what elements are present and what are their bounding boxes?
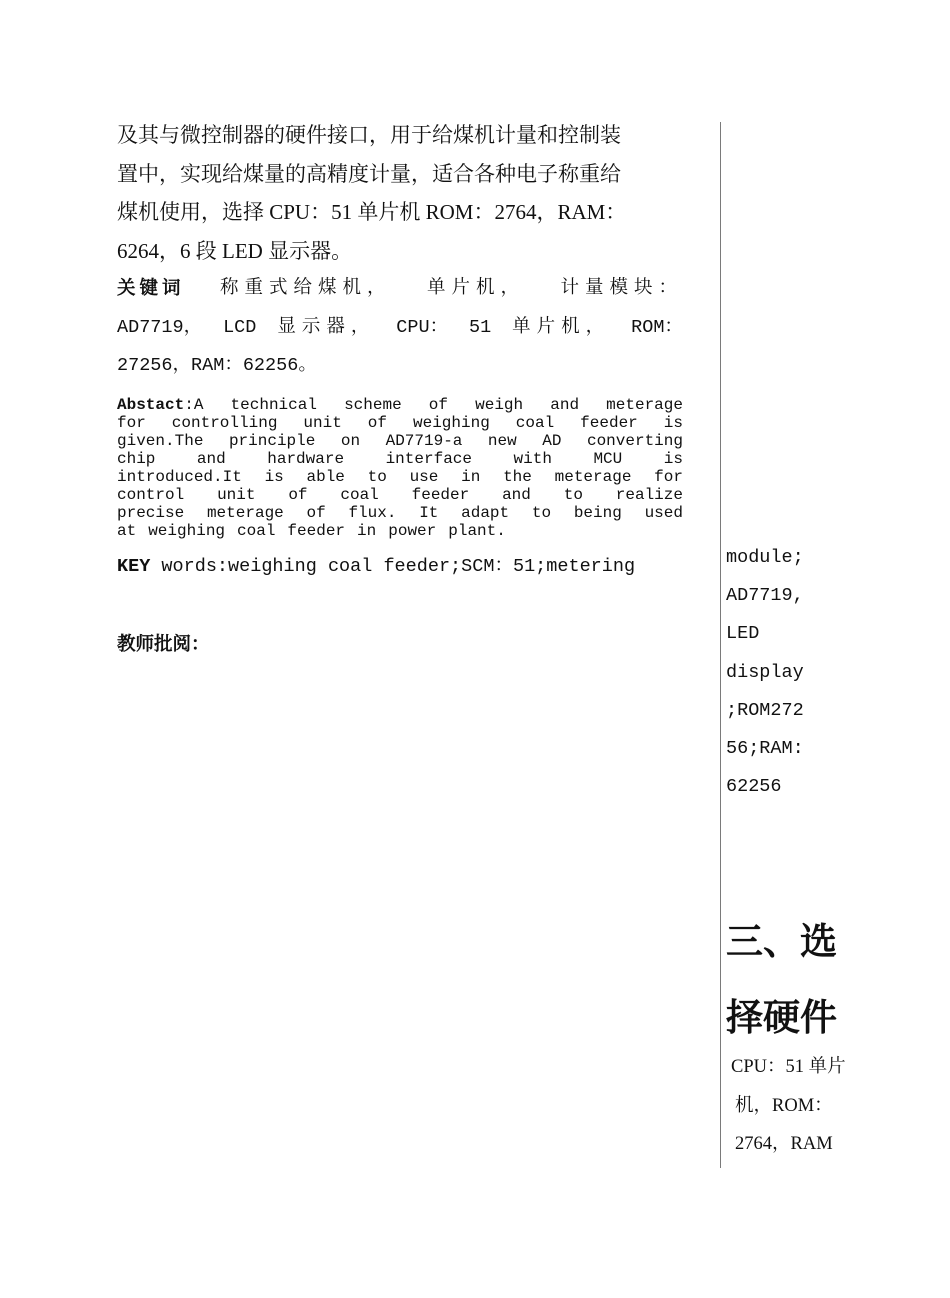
abstract-word: interface [385, 449, 472, 468]
abstract-first-token [117, 396, 203, 414]
keyword: 单片机， [426, 278, 525, 299]
abstract-word: scheme [344, 395, 402, 414]
abstract-word: with [513, 449, 552, 468]
heading-line: 择硬件 [726, 996, 837, 1039]
abstract-word: realize [615, 485, 683, 504]
abstract-word: flux. [348, 503, 397, 522]
teacher-review-label: 教师批阅： [117, 634, 210, 656]
abstract-line: 煤机使用，选择 CPU：51 单片机 ROM：2764，RAM： [117, 200, 627, 224]
abstract-word: of [306, 503, 326, 522]
abstract-word: feeder [287, 521, 346, 540]
abstract-word: and [502, 485, 531, 504]
keywords-line [117, 270, 683, 309]
section-heading [726, 904, 837, 1056]
abstract-word: coal [340, 485, 379, 504]
abstract-line: 6264，6 段 LED 显示器。 [117, 238, 353, 263]
abstract-word: for [117, 413, 146, 432]
keyword: CPU： [396, 316, 449, 338]
abstract-word: unit [303, 413, 342, 432]
keyword: 称重式给煤机， [219, 278, 392, 299]
right-line: 2764，RAM [735, 1134, 833, 1154]
abstract-word: of [428, 395, 448, 414]
abstract-en-line [117, 522, 683, 540]
keywords-label: 关键词 [117, 278, 185, 299]
abstract-word: is [663, 413, 683, 432]
abstract-word: meterage [206, 503, 284, 522]
abstract-word: is [663, 449, 683, 468]
abstract-word: to [367, 467, 387, 486]
right-line: AD7719, [726, 585, 804, 607]
abstract-word: of [288, 485, 308, 504]
abstract-word: to [531, 503, 552, 522]
abstract-word: It [419, 503, 439, 522]
abstract-word: control [117, 485, 185, 504]
abstract-word: chip [117, 449, 156, 468]
abstract-en-line [117, 432, 683, 450]
right-line: CPU：51 单片 [731, 1057, 846, 1077]
abstract-word: adapt [461, 503, 510, 522]
abstract-word: AD [542, 431, 562, 450]
abstract-word: able [306, 467, 345, 486]
column-divider [720, 122, 721, 1168]
abstract-word: is [264, 467, 284, 486]
abstract-word: in [461, 467, 481, 486]
right-cpu-text [731, 1048, 846, 1164]
abstract-colon: : [184, 395, 194, 414]
right-line: 62256 [726, 776, 782, 798]
abstract-word: weigh [475, 395, 524, 414]
abstract-word: unit [217, 485, 256, 504]
keywords-line [117, 309, 683, 348]
abstract-word: use [409, 467, 439, 486]
right-line: 56;RAM: [726, 738, 804, 760]
abstract-word: and [550, 395, 580, 414]
english-keywords-label: KEY [117, 555, 151, 577]
abstract-word: introduced.It [117, 467, 242, 486]
abstract-en-line [117, 468, 683, 486]
abstract-word: coal [515, 413, 555, 432]
right-line: ;ROM272 [726, 699, 804, 721]
abstract-en-line [117, 486, 683, 504]
english-keywords [117, 548, 683, 586]
abstract-en-line [117, 450, 683, 468]
abstract-word: weighing [148, 521, 226, 540]
abstract-line: 置中，实现给煤量的高精度计量，适合各种电子称重给 [117, 161, 621, 186]
abstract-en-line [117, 504, 683, 522]
right-line: LED [726, 623, 760, 645]
keyword: LCD [223, 316, 257, 338]
right-module-text [726, 539, 804, 806]
abstract-word: used [644, 503, 683, 522]
abstract-word: the [503, 467, 532, 486]
abstract-word: principle [228, 431, 316, 450]
abstract-word: controlling [171, 413, 278, 432]
abstract-word: at [117, 521, 137, 540]
abstract-word: to [563, 485, 583, 504]
right-line: display [726, 661, 804, 683]
abstract-word: for [654, 467, 683, 486]
abstract-word: plant. [448, 521, 506, 540]
english-abstract [117, 396, 683, 540]
keywords-line [117, 347, 683, 386]
abstract-word: of [367, 413, 387, 432]
abstract-word: given.The [117, 431, 204, 450]
abstract-word: being [573, 503, 622, 522]
abstract-word: meterage [606, 395, 683, 414]
keyword: 计量模块： [560, 278, 683, 299]
abstract-word: coal [237, 521, 276, 540]
english-keywords-text: words:weighing coal feeder;SCM：51;metering [150, 555, 636, 577]
main-text-column [117, 116, 683, 656]
chinese-keywords [117, 270, 683, 386]
abstract-word: in [357, 521, 377, 540]
chinese-abstract [117, 116, 683, 270]
abstract-word: A [193, 395, 204, 414]
keyword: 单片机， [512, 316, 611, 338]
right-line: 机，ROM： [735, 1095, 833, 1116]
abstract-word: on [340, 431, 361, 450]
abstract-word: and [196, 449, 226, 468]
keyword: 51 [469, 316, 492, 338]
abstract-word: new [487, 431, 517, 450]
keyword: ROM： [631, 316, 683, 338]
right-line: module; [726, 547, 804, 568]
keyword: AD7719， [117, 316, 203, 338]
abstract-word: technical [230, 395, 317, 414]
abstract-label: Abstact [117, 395, 185, 414]
abstract-word: precise [117, 503, 185, 522]
abstract-word: MCU [593, 449, 623, 468]
abstract-word: feeder [411, 485, 470, 504]
heading-line: 三、选 [726, 920, 837, 963]
keyword: 27256，RAM：62256。 [117, 355, 317, 376]
abstract-word: hardware [267, 449, 345, 468]
abstract-word: converting [586, 431, 683, 450]
abstract-word: AD7719-a [385, 431, 463, 450]
abstract-word: weighing [412, 413, 490, 432]
abstract-word: feeder [580, 413, 638, 432]
abstract-line: 及其与微控制器的硬件接口，用于给煤机计量和控制装 [117, 123, 621, 147]
abstract-word: meterage [554, 467, 632, 486]
abstract-en-line [117, 396, 683, 414]
abstract-word: power [388, 521, 437, 540]
keyword: 显示器， [277, 316, 376, 338]
abstract-en-line [117, 414, 683, 432]
